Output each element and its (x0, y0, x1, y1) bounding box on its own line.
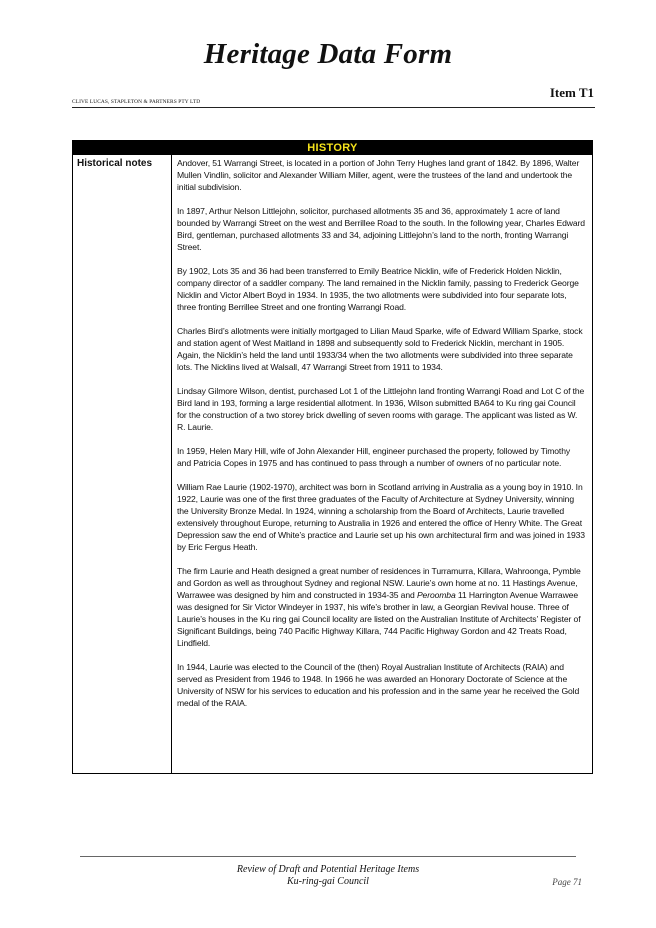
historical-notes-content (172, 155, 592, 773)
history-paragraph: Charles Bird’s allotments were initially mortgaged to Lilian Maud Sparke, wife of Edward William Sparke, stock and station agent of West Maitland in 1898 and subsequently sold to Frederick Nicklin, merchant in 1905. Again, the Nicklin’s held the land until 1933/34 when the two allotments were subdivided into three separate lots. The Nicklins lived at Walsall, 47 Warrangi Street from 1911 to 1934. (177, 326, 583, 372)
history-paragraph: In 1959, Helen Mary Hill, wife of John Alexander Hill, engineer purchased the property, followed by Timothy and Patricia Copes in 1975 and has continued to pass through a number of owners of no particular note. (177, 446, 571, 468)
history-paragraph: In 1944, Laurie was elected to the Council of the (then) Royal Australian Institute of Architects (RAIA) and served as President from 1946 to 1948. In 1966 he was awarded an Honorary Doctorate of Science at the University of NSW for his services to education and his profession and in the same year he received the Gold medal of the RAIA. (177, 662, 580, 708)
paragraph-text: The firm Laurie and Heath designed a great number of residences in Turramurra, Killara, Wahroonga, Pymble and Gordon as well as throughout Sydney and regional NSW. Laurie’s own home at no. 11 Hastings Avenue, Warrawee was designed by him and constructed in 1934-35 and (177, 566, 581, 600)
history-paragraph: By 1902, Lots 35 and 36 had been transferred to Emily Beatrice Nicklin, wife of Frederick Holden Nicklin, company director of a saddler company. The land remained in the Nicklin family, passing to Frederick George Nicklin and Victor Albert Boyd in 1934. In 1935, the two allotments were subdivided into four separate lots, three fronting Berrillee Street and one fronting Warrangi Road. (177, 266, 579, 312)
history-table (72, 140, 593, 774)
footer-council: Ku-ring-gai Council (287, 876, 369, 887)
house-name: Peroomba (416, 590, 456, 600)
firm-name: CLIVE LUCAS, STAPLETON & PARTNERS PTY LTD (72, 99, 201, 105)
history-paragraph: In 1897, Arthur Nelson Littlejohn, solicitor, purchased allotments 35 and 36, approximately 1 acre of land bounded by Warrangi Street on the west and Berrillee Road to the south. In the following year, Charles Edward Bird, gentleman, purchased allotments 33 and 34, adjoining Littlejohn’s land to the north, fronting Warrangi Street. (177, 206, 585, 252)
item-number: Item T1 (549, 85, 594, 100)
footer-divider (80, 856, 576, 857)
history-paragraph: Andover, 51 Warrangi Street, is located in a portion of John Terry Hughes land grant of 1842. By 1896, Walter Mullen Vindlin, solicitor and Alexander William Miller, agent, were the trustees of the land and undertook the initial subdivision. (177, 158, 580, 192)
header-divider (72, 107, 595, 108)
history-paragraph: William Rae Laurie (1902-1970), architect was born in Scotland arriving in Australia as a young boy in 1910. In 1922, Laurie was one of the first three graduates of the Faculty of Architecture at Sydney University, winning the University Bronze Medal. In 1924, winning a scholarship from the Board of Architects, Laurie travelled extensively throughout Europe, returning to Australia in 1926 and entered the office of Henry White. The Great Depression saw the end of White’s practice and Laurie set up his own architectural firm and was joined in 1933 by Eric Fergus Heath. (177, 482, 585, 552)
history-row (73, 155, 592, 773)
history-heading: HISTORY (73, 141, 592, 155)
history-paragraph: Lindsay Gilmore Wilson, dentist, purchased Lot 1 of the Littlejohn land fronting Warrangi Road and Lot C of the Bird land in 193, forming a large residential allotment. In 1936, Wilson submitted BA64 to Ku ring gai Council for the construction of a two storey brick dwelling of seven rooms with garage. The applicant was listed as W. R. Laurie. (177, 386, 585, 432)
paragraph-text: 11 Harrington Avenue Warrawee was designed for Sir Victor Windeyer in 1937, his wife’s brother in law, a Georgian Revival house. Three of Laurie’s houses in the Ku ring gai Council locality are listed on the Australian Institute of Architects’ Register of Significant Buildings, being 740 Pacific Highway Killara, 744 Pacific Highway Gordon and 42 Treats Road, Lindfield. (177, 590, 581, 648)
page-title: Heritage Data Form (203, 38, 453, 70)
footer-report-title: Review of Draft and Potential Heritage Items (236, 864, 420, 875)
historical-notes-label: Historical notes (73, 155, 172, 773)
page-number: Page 71 (552, 877, 582, 887)
history-paragraph (177, 565, 586, 649)
